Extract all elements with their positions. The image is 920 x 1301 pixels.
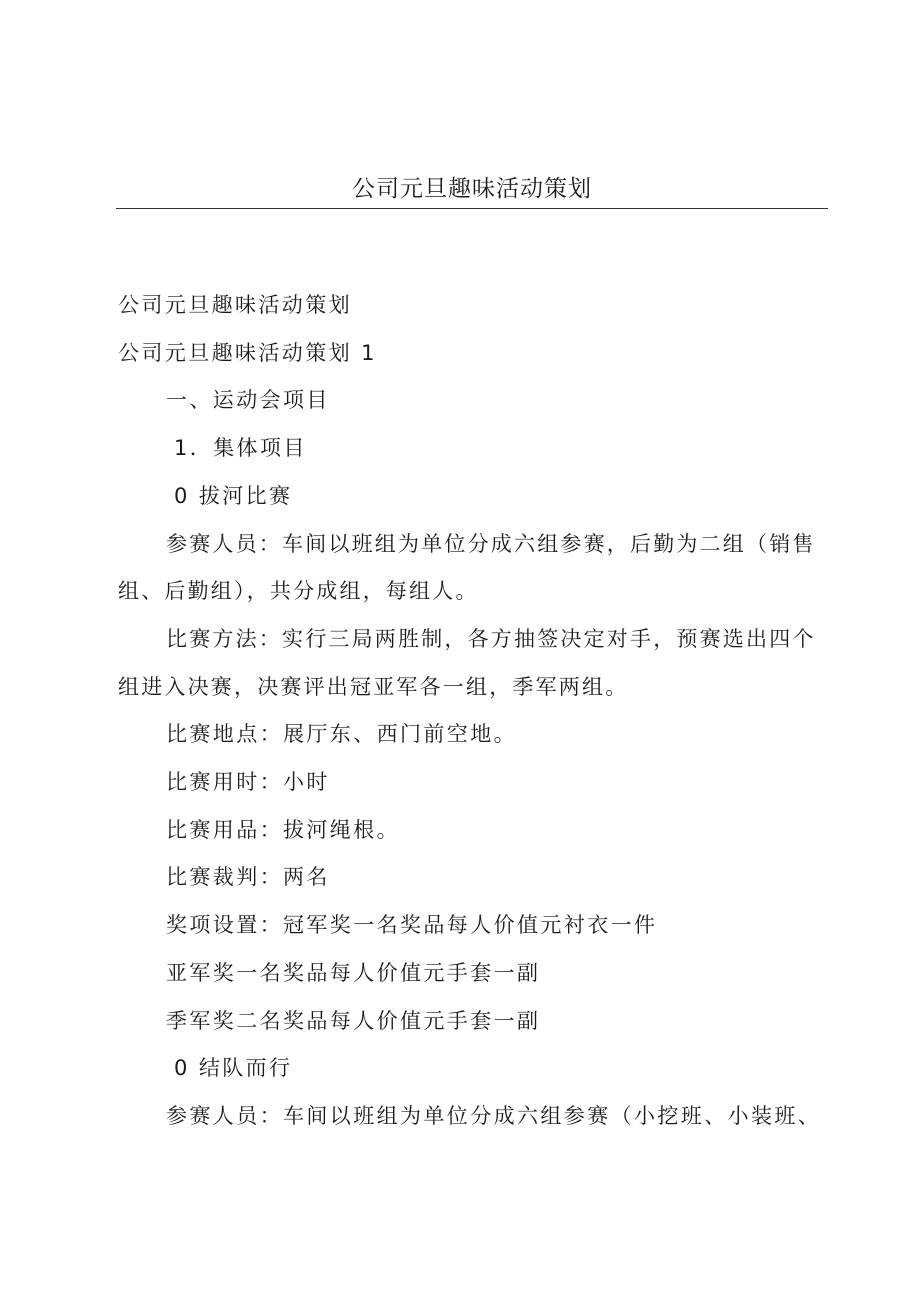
document-title: 公司元旦趣味活动策划 <box>352 176 592 202</box>
paragraph-method: 比赛方法：实行三局两胜制，各方抽签决定对手，预赛选出四个组进入决赛，决赛评出冠亚军各一组，季军两组。 <box>118 626 816 699</box>
paragraph-duration: 比赛用时：小时 <box>166 770 330 795</box>
paragraph-heading: 公司元旦趣味活动策划 <box>118 293 352 317</box>
paragraph-location: 比赛地点：展厅东、西门前空地。 <box>166 722 517 747</box>
event-title-team-walk: 0 结队而行 <box>174 1056 293 1081</box>
document-body <box>118 282 822 1141</box>
paragraph-awards: 奖项设置：冠军奖一名奖品每人价值元衬衣一件 <box>166 913 658 938</box>
paragraph-third-prize: 季军奖二名奖品每人价值元手套一副 <box>166 1008 541 1033</box>
paragraph-equipment: 比赛用品：拔河绳根。 <box>166 817 400 842</box>
paragraph-referees: 比赛裁判：两名 <box>166 865 330 890</box>
subsection-heading: 1．集体项目 <box>174 436 307 461</box>
section-heading: 一、运动会项目 <box>166 388 330 413</box>
paragraph-participants: 参赛人员：车间以班组为单位分成六组参赛，后勤为二组（销售组、后勤组），共分成组，每组人。 <box>118 531 816 604</box>
paragraph-subheading: 公司元旦趣味活动策划 1 <box>118 340 377 365</box>
title-underline-divider <box>116 208 828 209</box>
event-title-tug-of-war: 0 拔河比赛 <box>174 483 293 508</box>
paragraph-participants-2: 参赛人员：车间以班组为单位分成六组参赛（小挖班、小装班、 <box>166 1103 822 1128</box>
paragraph-second-prize: 亚军奖一名奖品每人价值元手套一副 <box>166 960 541 985</box>
